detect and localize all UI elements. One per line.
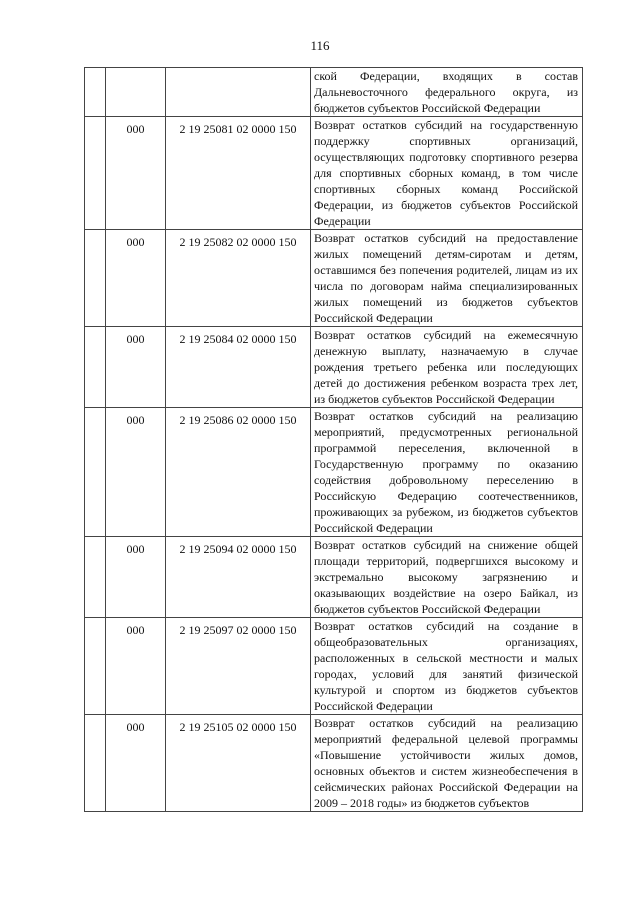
- table-row: [85, 408, 583, 537]
- table-row: [85, 618, 583, 715]
- table-row: [85, 537, 583, 618]
- budget-code-cell: 2 19 25086 02 0000 150: [166, 408, 311, 537]
- admin-code-cell: [106, 68, 166, 117]
- budget-code-cell: 2 19 25082 02 0000 150: [166, 230, 311, 327]
- admin-code-cell: 000: [106, 618, 166, 715]
- empty-cell: [85, 618, 106, 715]
- table-row: [85, 230, 583, 327]
- budget-code-cell: [166, 68, 311, 117]
- admin-code-cell: 000: [106, 408, 166, 537]
- description-cell: Возврат остатков субсидий на ежемесячную денежную выплату, назначаемую в случае рождения третьего ребенка или последующих детей до достижения ребенком возраста трех лет, из бюджетов субъектов Российской Федерации: [311, 327, 583, 408]
- table-row: [85, 117, 583, 230]
- budget-code-cell: 2 19 25084 02 0000 150: [166, 327, 311, 408]
- admin-code-cell: 000: [106, 715, 166, 812]
- budget-code-cell: 2 19 25097 02 0000 150: [166, 618, 311, 715]
- empty-cell: [85, 408, 106, 537]
- admin-code-cell: 000: [106, 117, 166, 230]
- description-cell: Возврат остатков субсидий на реализацию мероприятий, предусмотренных региональной программой переселения, включенной в Государственную программу по оказанию содействия добровольному переселению в Российскую Федерацию соотечественников, проживающих за рубежом, из бюджетов субъектов Российской Федерации: [311, 408, 583, 537]
- admin-code-cell: 000: [106, 230, 166, 327]
- empty-cell: [85, 327, 106, 408]
- description-cell: Возврат остатков субсидий на создание в общеобразовательных организациях, расположенных в сельской местности и малых городах, условий для занятий физической культурой и спортом из бюджетов субъектов Российской Федерации: [311, 618, 583, 715]
- table-row: [85, 68, 583, 117]
- budget-code-cell: 2 19 25081 02 0000 150: [166, 117, 311, 230]
- budget-code-cell: 2 19 25105 02 0000 150: [166, 715, 311, 812]
- empty-cell: [85, 117, 106, 230]
- empty-cell: [85, 537, 106, 618]
- admin-code-cell: 000: [106, 537, 166, 618]
- budget-codes-table: [84, 67, 583, 812]
- description-cell: Возврат остатков субсидий на предоставление жилых помещений детям-сиротам и детям, оставшимся без попечения родителей, лицам из их числа по договорам найма специализированных жилых помещений из бюджетов субъектов Российской Федерации: [311, 230, 583, 327]
- description-cell: Возврат остатков субсидий на снижение общей площади территорий, подвергшихся высокому и экстремально высокому загрязнению и оказывающих воздействие на озеро Байкал, из бюджетов субъектов Российской Федерации: [311, 537, 583, 618]
- empty-cell: [85, 68, 106, 117]
- table-row: [85, 327, 583, 408]
- description-cell: Возврат остатков субсидий на реализацию мероприятий федеральной целевой программы «Повышение устойчивости жилых домов, основных объектов и систем жизнеобеспечения в сейсмических районах Российской Федерации на 2009 – 2018 годы» из бюджетов субъектов: [311, 715, 583, 812]
- table-row: [85, 715, 583, 812]
- description-cell: ской Федерации, входящих в состав Дальневосточного федерального округа, из бюджетов субъектов Российской Федерации: [311, 68, 583, 117]
- page-number: 116: [310, 38, 330, 53]
- description-cell: Возврат остатков субсидий на государственную поддержку спортивных организаций, осуществляющих подготовку спортивного резерва для спортивных сборных команд, в том числе спортивных сборных команд Российской Федерации, из бюджетов субъектов Российской Федерации: [311, 117, 583, 230]
- empty-cell: [85, 715, 106, 812]
- budget-code-cell: 2 19 25094 02 0000 150: [166, 537, 311, 618]
- admin-code-cell: 000: [106, 327, 166, 408]
- empty-cell: [85, 230, 106, 327]
